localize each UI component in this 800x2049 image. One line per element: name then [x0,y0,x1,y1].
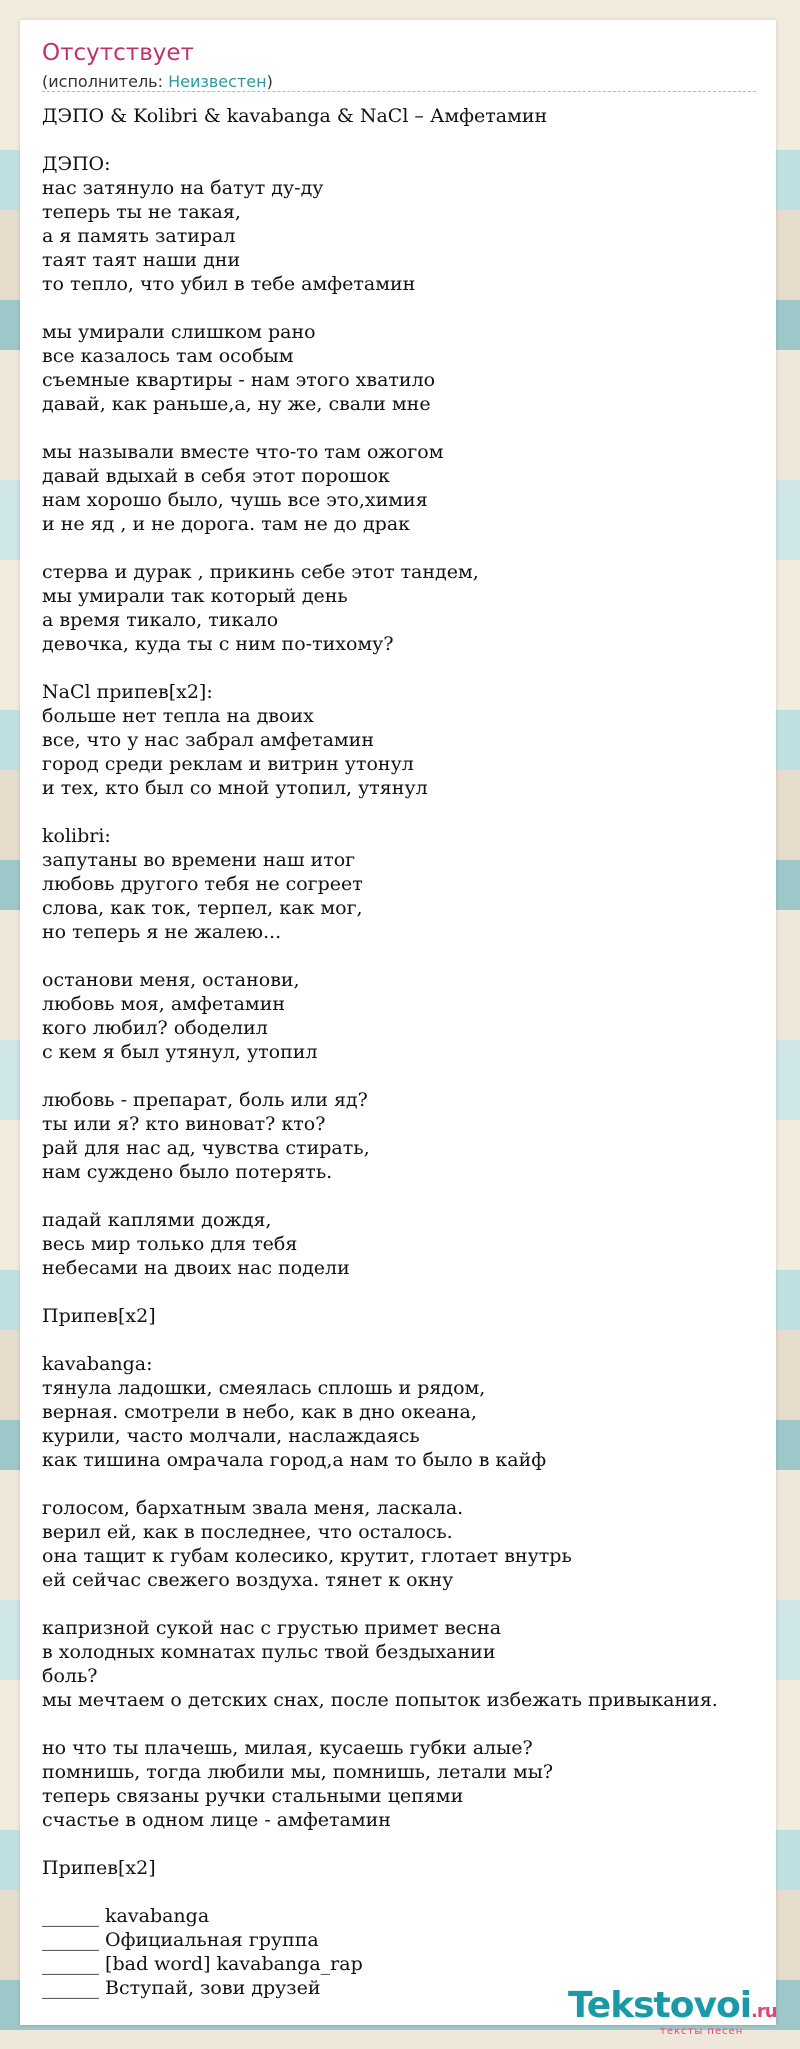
lyrics-card [20,20,777,2037]
blank-line [42,416,772,440]
logo-tagline: тексты песен [660,2026,744,2037]
artist-prefix: (исполнитель: [42,72,169,91]
lyric-line: ______ Официальная группа [42,1929,319,1951]
lyric-line: слова, как ток, терпел, как мог, [42,897,363,919]
lyric-line: но что ты плачешь, милая, кусаешь губки алые? [42,1737,533,1759]
blank-line [42,296,772,320]
lyric-line: съемные квартиры - нам этого хватило [42,369,436,391]
lyric-line: ДЭПО & Kolibri & kavabanga & NaCl – Амфетамин [42,105,548,127]
blank-line [42,1712,772,1736]
blank-line [42,1472,772,1496]
lyric-line: боль? [42,1665,98,1687]
lyric-line: ______ Вступай, зови друзей [42,1977,321,1999]
lyric-line: Припев[x2] [42,1305,156,1327]
blank-line [42,536,772,560]
lyric-line: голосом, бархатным звала меня, ласкала. [42,1497,464,1519]
lyric-line: она тащит к губам колесико, крутит, глотает внутрь [42,1545,572,1567]
header-divider [42,91,756,92]
lyric-line: капризной сукой нас с грустью примет весна [42,1617,502,1639]
blank-line [42,656,772,680]
lyric-line: верная. смотрели в небо, как в дно океана, [42,1401,477,1423]
lyric-line: любовь - препарат, боль или яд? [42,1089,368,1111]
lyric-line: kolibri: [42,825,111,847]
blank-line [42,1064,772,1088]
lyric-line: ДЭПО: [42,153,111,175]
lyric-line: Припев[x2] [42,1857,156,1879]
blank-line [42,1880,772,1904]
lyric-line: любовь моя, амфетамин [42,993,286,1015]
lyric-line: мы мечтаем о детских снах, после попыток избежать привыкания. [42,1689,718,1711]
logo-name: Tekstovoi [568,1985,752,2026]
site-logo[interactable] [568,1985,777,2026]
lyric-line: помнишь, тогда любили мы, помнишь, летали мы? [42,1761,554,1783]
lyric-line: курили, часто молчали, наслаждаясь [42,1425,420,1447]
lyric-line: то тепло, что убил в тебе амфетамин [42,273,416,295]
lyric-line: а я память затирал [42,225,236,247]
lyric-line: тянула ладошки, смеялась сплошь и рядом, [42,1377,486,1399]
lyric-line: ______ [bad word] kavabanga_rap [42,1953,363,1975]
lyric-line: таят таят наши дни [42,249,241,271]
lyric-line: давай, как раньше,а, ну же, свали мне [42,393,431,415]
lyric-line: мы умирали слишком рано [42,321,316,343]
lyric-line: падай каплями дождя, [42,1209,272,1231]
lyric-line: счастье в одном лице - амфетамин [42,1809,391,1831]
blank-line [42,944,772,968]
lyric-line: а время тикало, тикало [42,609,279,631]
blank-line [42,128,772,152]
lyric-line: ______ kavabanga [42,1905,210,1927]
lyric-line: и не яд , и не дорога. там не до драк [42,513,411,535]
blank-line [42,1832,772,1856]
artist-link[interactable]: Неизвестен [168,72,267,91]
lyric-line: ты или я? кто виноват? кто? [42,1113,326,1135]
lyric-line: небесами на двоих нас подели [42,1257,350,1279]
lyric-line: в холодных комнатах пульс твой бездыхании [42,1641,496,1663]
lyric-line: любовь другого тебя не согреет [42,873,363,895]
lyric-line: девочка, куда ты с ним по-тихому? [42,633,394,655]
lyric-line: ей сейчас свежего воздуха. тянет к окну [42,1569,454,1591]
lyric-line: нас затянуло на батут ду-ду [42,177,324,199]
lyrics-text [42,104,772,2000]
lyric-line: мы умирали так который день [42,585,348,607]
lyric-line: запутаны во времени наш итог [42,849,356,871]
blank-line [42,1328,772,1352]
blank-line [42,800,772,824]
lyric-line: но теперь я не жалею... [42,921,282,943]
lyric-line: останови меня, останови, [42,969,300,991]
lyric-line: kavabanga: [42,1353,153,1375]
lyric-line: NaCl припев[x2]: [42,681,213,703]
artist-line [42,72,273,91]
logo-suffix: .ru [751,2001,777,2022]
song-title: Отсутствует [42,40,194,66]
artist-suffix: ) [266,72,273,91]
lyric-line: верил ей, как в последнее, что осталось. [42,1521,453,1543]
lyric-line: нам суждено было потерять. [42,1161,333,1183]
lyric-line: весь мир только для тебя [42,1233,298,1255]
lyric-line: теперь связаны ручки стальными цепями [42,1785,464,1807]
blank-line [42,1592,772,1616]
lyric-line: с кем я был утянул, утопил [42,1041,318,1063]
lyric-line: кого любил? ободелил [42,1017,268,1039]
lyric-line: как тишина омрачала город,а нам то было в кайф [42,1449,547,1471]
lyric-line: все, что у нас забрал амфетамин [42,729,374,751]
lyric-line: мы называли вместе что-то там ожогом [42,441,444,463]
lyric-line: больше нет тепла на двоих [42,705,314,727]
lyric-line: давай вдыхай в себя этот порошок [42,465,390,487]
blank-line [42,1280,772,1304]
lyric-line: и тех, кто был со мной утопил, утянул [42,777,428,799]
lyric-line: нам хорошо было, чушь все это,химия [42,489,428,511]
blank-line [42,1184,772,1208]
lyric-line: рай для нас ад, чувства стирать, [42,1137,370,1159]
lyric-line: стерва и дурак , прикинь себе этот тандем, [42,561,479,583]
lyric-line: все казалось там особым [42,345,294,367]
lyric-line: город среди реклам и витрин утонул [42,753,414,775]
lyric-line: теперь ты не такая, [42,201,241,223]
